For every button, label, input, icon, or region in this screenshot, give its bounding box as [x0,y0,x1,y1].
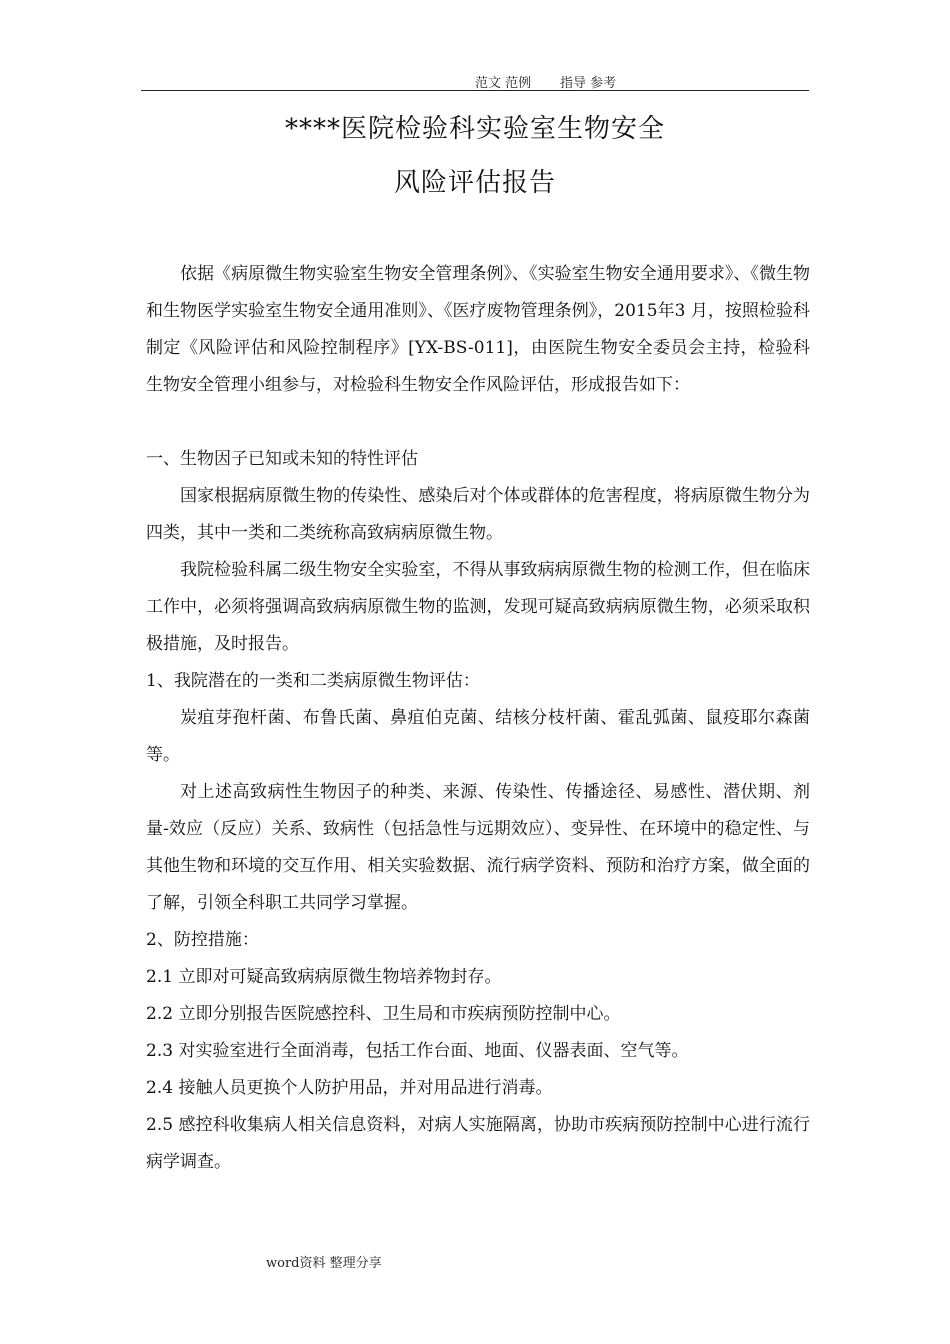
paragraph-pathogen-list: 炭疽芽孢杆菌、布鲁氏菌、鼻疽伯克菌、结核分枝杆菌、霍乱弧菌、鼠疫耶尔森菌等。 [146,708,810,765]
intro-paragraph: 依据《病原微生物实验室生物安全管理条例》、《实验室生物安全通用要求》、《微生物和生物医学实验室生物安全通用准则》、《医疗废物管理条例》，2015年3 月，按照检验科制定《风险评估和风险控制程序》[YX-BS-011]，由医院生物安全委员会主持，检验科生物安全管理小组参与，对检验科生物安全作风险评估，形成报告如下： [146,264,810,395]
paragraph-characteristics: 对上述高致病性生物因子的种类、来源、传染性、传播途径、易感性、潜伏期、剂量-效应（反应）关系、致病性（包括急性与远期效应）、变异性、在环境中的稳定性、与其他生物和环境的交互作用、相关实验数据、流行病学资料、预防和治疗方案，做全面的了解，引领全科职工共同学习掌握。 [146,782,810,913]
document-body [146,256,810,1181]
measure-2-5: 2.5 感控科收集病人相关信息资料，对病人实施隔离，协助市疾病预防控制中心进行流行病学调查。 [146,1115,810,1172]
section1-heading: 一、生物因子已知或未知的特性评估 [146,449,418,469]
item1-heading: 1、我院潜在的一类和二类病原微生物评估： [146,671,480,691]
header-left-text: 范文 范例 [475,76,532,91]
paragraph-spacer [146,404,810,441]
measure-2-4: 2.4 接触人员更换个人防护用品，并对用品进行消毒。 [146,1078,553,1098]
header-right-text: 指导 参考 [560,76,617,91]
measure-2-3: 2.3 对实验室进行全面消毒，包括工作台面、地面、仪器表面、空气等。 [146,1041,689,1061]
paragraph-classification: 国家根据病原微生物的传染性、感染后对个体或群体的危害程度，将病原微生物分为四类，其中一类和二类统称高致病病原微生物。 [146,486,810,543]
measure-2-1: 2.1 立即对可疑高致病病原微生物培养物封存。 [146,967,502,987]
header-rule [141,90,809,91]
document-title-line1: ****医院检验科实验室生物安全 [284,114,665,144]
page-footer: word资料 整理分享 [266,1256,382,1271]
item2-heading: 2、防控措施： [146,930,259,950]
paragraph-lab-level: 我院检验科属二级生物安全实验室，不得从事致病病原微生物的检测工作，但在临床工作中，必须将强调高致病病原微生物的监测，发现可疑高致病病原微生物，必须采取积极措施，及时报告。 [146,560,810,654]
measure-2-2: 2.2 立即分别报告医院感控科、卫生局和市疾病预防控制中心。 [146,1004,621,1024]
document-title-line2: 风险评估报告 [393,168,556,198]
